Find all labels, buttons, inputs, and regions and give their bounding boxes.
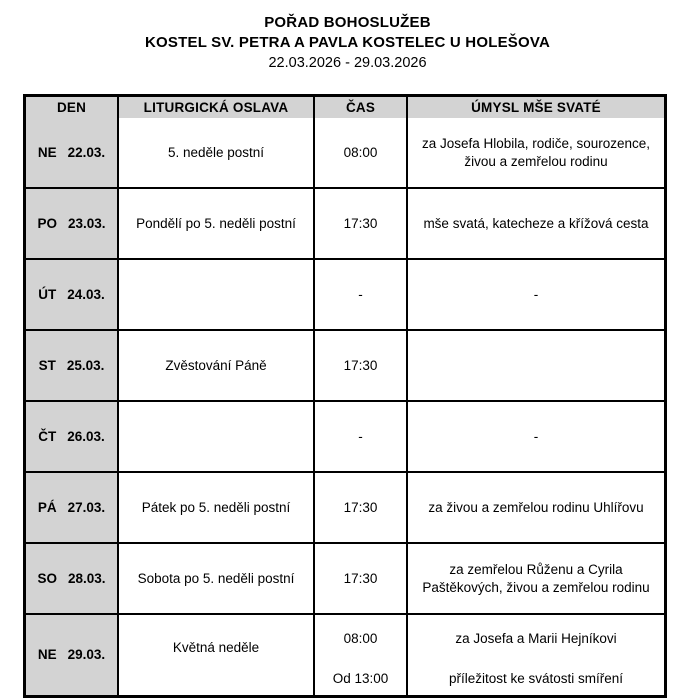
intention-text: za Josefa Hlobila, rodiče, sourozence, živou a zemřelou rodinu [421, 135, 651, 169]
celebration-cell: Květná neděle [117, 615, 313, 695]
intention-cell [406, 331, 664, 400]
time-cell [313, 402, 406, 471]
day-date: 27.03. [67, 499, 106, 515]
intention-text: mše svatá, katecheze a křížová cesta [423, 215, 649, 231]
celebration-cell: 5. neděle postní [117, 118, 313, 187]
time-cell [313, 473, 406, 542]
intention-text: za živou a zemřelou rodinu Uhlířovu [428, 499, 644, 515]
intention-cell [406, 544, 664, 613]
time-cell [313, 615, 406, 695]
day-date: 29.03. [67, 647, 106, 662]
time-value: 17:30 [343, 357, 378, 373]
day-abbr: NE [37, 144, 57, 160]
celebration-cell: Pátek po 5. neděli postní [117, 473, 313, 542]
celebration-cell: Zvěstování Páně [117, 331, 313, 400]
time-cell [313, 118, 406, 187]
table-row [26, 258, 664, 329]
celebration-cell: Pondělí po 5. neděli postní [117, 189, 313, 258]
time-value: 08:00 [343, 631, 378, 646]
table-row [26, 542, 664, 613]
document-header [0, 0, 695, 73]
time-value: - [358, 428, 363, 444]
table-row [26, 471, 664, 542]
table-row [26, 187, 664, 258]
intention-text-2: příležitost ke svátosti smíření [448, 671, 624, 686]
time-value: 17:30 [343, 499, 378, 515]
day-cell [26, 331, 117, 400]
table-row [26, 118, 664, 187]
time-value: - [358, 286, 363, 302]
intention-cell [406, 189, 664, 258]
day-date: 22.03. [67, 144, 106, 160]
day-abbr: ST [38, 357, 56, 373]
day-date: 25.03. [66, 357, 105, 373]
day-abbr: SO [37, 570, 57, 586]
intention-text: za zemřelou Růženu a Cyrila Paštěkových, živou a zemřelou rodinu [422, 561, 650, 595]
day-cell [26, 260, 117, 329]
day-cell [26, 118, 117, 187]
day-date: 28.03. [67, 570, 106, 586]
time-value: 08:00 [343, 144, 378, 160]
intention-cell [406, 402, 664, 471]
time-cell [313, 544, 406, 613]
table-row [26, 400, 664, 471]
intention-cell [406, 118, 664, 187]
day-abbr: ČT [38, 428, 57, 444]
time-cell [313, 331, 406, 400]
celebration-cell: Sobota po 5. neděli postní [117, 544, 313, 613]
day-date: 23.03. [67, 215, 106, 231]
church-name: KOSTEL SV. PETRA A PAVLA KOSTELEC U HOLEŠOVA [145, 34, 550, 51]
intention-text: - [533, 286, 539, 302]
header-time: ČAS [313, 97, 406, 118]
day-cell [26, 544, 117, 613]
intention-cell [406, 260, 664, 329]
table-row [26, 613, 664, 695]
header-day: DEN [26, 97, 117, 118]
celebration-cell [117, 402, 313, 471]
day-abbr: NE [37, 647, 57, 662]
time-value: 17:30 [343, 215, 378, 231]
intention-text: za Josefa a Marii Hejníkovi [455, 631, 617, 646]
header-intention: ÚMYSL MŠE SVATÉ [406, 97, 664, 118]
table-body [26, 118, 664, 695]
day-abbr: ÚT [38, 286, 57, 302]
page-title: POŘAD BOHOSLUŽEB [264, 14, 431, 31]
day-date: 24.03. [67, 286, 105, 302]
time-cell [313, 260, 406, 329]
table-header-row [26, 97, 664, 118]
day-date: 26.03. [67, 428, 105, 444]
day-cell [26, 402, 117, 471]
date-range: 22.03.2026 - 29.03.2026 [268, 55, 427, 71]
day-abbr: PÁ [37, 499, 57, 515]
day-cell [26, 473, 117, 542]
time-value: 17:30 [343, 570, 378, 586]
time-cell [313, 189, 406, 258]
intention-text: - [533, 428, 539, 444]
day-cell [26, 189, 117, 258]
intention-cell [406, 615, 664, 695]
table-row [26, 329, 664, 400]
day-abbr: PO [37, 215, 57, 231]
intention-cell [406, 473, 664, 542]
day-cell [26, 615, 117, 695]
celebration-cell [117, 260, 313, 329]
schedule-table [23, 94, 667, 698]
time-value-2: Od 13:00 [332, 671, 389, 686]
header-celebration: LITURGICKÁ OSLAVA [117, 97, 313, 118]
